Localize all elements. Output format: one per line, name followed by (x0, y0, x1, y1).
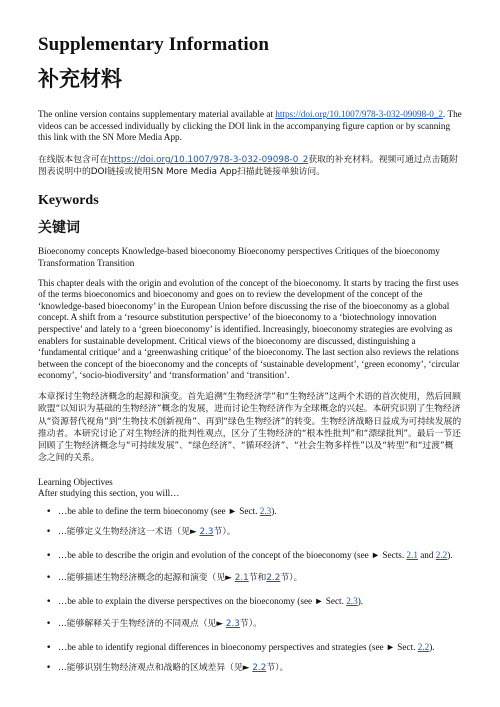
objective-text: 节）。 (266, 663, 289, 674)
section-link[interactable]: 2.3 (346, 596, 358, 607)
supplementary-text-before: The online version contains supplementary material available at (38, 109, 276, 119)
supplementary-zh-before: 在线版本包含可在 (38, 154, 109, 165)
learning-objectives-intro: After studying this section, you will… (38, 488, 180, 499)
objective-text: ). (271, 505, 277, 516)
learning-objectives-list (38, 506, 462, 674)
objective-text: 节）。 (239, 618, 262, 629)
objective-text: 节和 (248, 573, 267, 584)
section-link[interactable]: 2.3 (199, 527, 214, 538)
learning-objective-item (38, 550, 462, 562)
page-title-zh: 补充材料 (38, 67, 122, 91)
page-title-en: Supplementary Information (38, 34, 270, 55)
objective-text: …能够描述生物经济概念的起源和演变（见► (58, 573, 235, 584)
learning-objective-item (38, 526, 462, 538)
objective-text: ). (447, 550, 453, 561)
supplementary-text-after: . The videos can be accessed individually by clicking the DOI link in the accompanying figure caption or by scanning this link with the SN More Media App. (38, 109, 462, 143)
abstract-en: This chapter deals with the origin and evolution of the concept of the bioeconomy. It starts by tracing the first uses of the terms bioeconomics and bioeconomy and goes on to review the development of the concept of the ‘knowledge-based bioeconomy’ in the European Union before discussing the rise of the bioeconomy as a global concept. A shift from a ‘resource substitution perspective’ of the bioeconomy to a ‘biotechnology innovation perspective’ and lately to a ‘green bioeconomy’ is identified. Increasingly, bioeconomy strategies are evolving as enablers for sustainable development. Critical views of the bioeconomy are discussed, distinguishing a ‘fundamental critique’ and a ‘greenwashing critique’ of the bioeconomy. The last section also reviews the relations between the concept of the bioeconomy and the concepts of ‘sustainable development’, ‘green economy’, ‘circular economy’, ‘socio-biodiversity’ and ‘transformation’ and ‘transition’. (38, 277, 460, 381)
learning-objective-item (38, 618, 462, 630)
abstract-zh: 本章探讨生物经济概念的起源和演变。首先追溯“生物经济学”和“生物经济”这两个术语的首次使用，然后回顾欧盟“以知识为基础的生物经济”概念的发展，进而讨论生物经济作为全球概念的兴起。本研究识别了生物经济从“资源替代视角”到“生物技术创新视角”、再到“绿色生物经济”的转变。生物经济战略日益成为可持续发展的推动者。本研究讨论了对生物经济的批判性观点，区分了生物经济的“根本性批判”和“漂绿批判”。最后一节还回顾了生物经济概念与“可持续发展”、“绿色经济”、“循环经济”、“社会生物多样性”以及“转型”和“过渡”概念之间的关系。 (38, 391, 462, 464)
objective-text: ). (429, 641, 435, 652)
bullet-icon: • (46, 641, 52, 653)
objective-text: …能够定义生物经济这一术语（见► (58, 527, 200, 538)
supplementary-note-en (38, 109, 462, 144)
objective-text: 节）。 (213, 527, 236, 538)
objective-text: and (417, 550, 436, 561)
objective-text: ). (357, 596, 364, 607)
supplementary-note-zh (38, 154, 462, 179)
learning-objective-item (38, 572, 462, 584)
doi-link[interactable]: https://doi.org/10.1007/978-3-032-09098-0_2 (275, 109, 444, 119)
keywords-heading-zh: 关键词 (38, 220, 80, 237)
bullet-icon: • (46, 663, 52, 674)
bullet-icon: • (46, 618, 52, 629)
learning-objectives-header (38, 477, 462, 500)
keywords-text: Bioeconomy concepts Knowledge-based bioeconomy Bioeconomy perspectives Critiques of the bioeconomy Transformation Transition (38, 246, 440, 268)
section-link[interactable]: 2.2 (252, 663, 267, 674)
learning-objective-item (38, 596, 462, 608)
objective-text: …be able to describe the origin and evolution of the concept of the bioeconomy (see ► Sects. (58, 550, 407, 561)
doi-link-zh[interactable]: https://doi.org/10.1007/978-3-032-09098-0_2 (108, 154, 309, 165)
section-link[interactable]: 2.1 (406, 550, 418, 561)
objective-text: …能够识别生物经济观点和战略的区域差异（见► (58, 663, 253, 674)
section-link[interactable]: 2.3 (259, 505, 272, 516)
learning-objective-item (38, 642, 462, 654)
bullet-icon: • (46, 527, 52, 538)
section-link[interactable]: 2.1 (234, 573, 249, 584)
objective-text: …能够解释关于生物经济的不同观点（见► (58, 618, 226, 629)
bullet-icon: • (46, 505, 52, 517)
bullet-icon: • (46, 550, 52, 562)
learning-objectives-heading: Learning Objectives (38, 476, 113, 487)
learning-objective-item (38, 506, 462, 518)
objective-text: …be able to define the term bioeconomy (see ► Sect. (58, 505, 260, 516)
objective-text: …be able to identify regional differences in bioeconomy perspectives and strategies (see ► Sect. (58, 641, 418, 652)
objective-text: 节）。 (280, 573, 303, 584)
section-link[interactable]: 2.2 (417, 641, 430, 652)
learning-objective-item (38, 662, 462, 674)
section-link[interactable]: 2.3 (225, 618, 240, 629)
section-link[interactable]: 2.2 (266, 573, 281, 584)
supplementary-zh-after: 获取的补充材料。视频可通过点击随附图表说明中的DOI链接或使用SN More Media App扫描此链接单独访问。 (38, 154, 458, 178)
bullet-icon: • (46, 596, 52, 608)
objective-text: …be able to explain the diverse perspectives on the bioeconomy (see ► Sect. (58, 596, 347, 607)
keywords-heading-en: Keywords (38, 193, 99, 209)
section-link[interactable]: 2.2 (435, 550, 448, 561)
bullet-icon: • (46, 573, 52, 584)
